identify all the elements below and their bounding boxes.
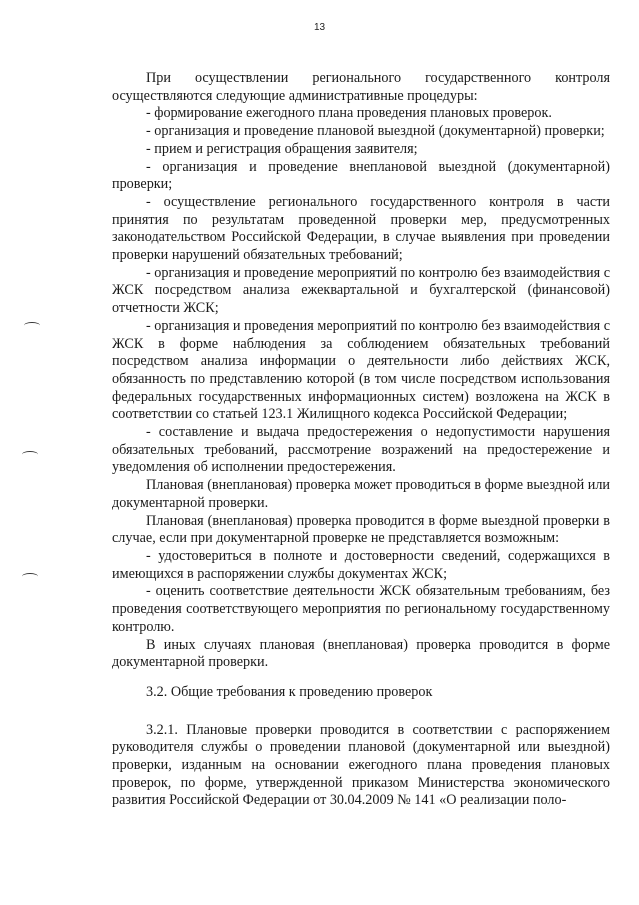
list-item-measures: - осуществление регионального государственного контроля в части принятия по результатам проведенной проверки мер, предусмотренных законодательством Российской Федерации, в случае выявления при проведении проверки нарушений обязательных требований; xyxy=(112,193,610,264)
paragraph-3-2-1: 3.2.1. Плановые проверки проводится в соответствии с распоряжением руководителя службы о проведении плановой (документарной или выездной) проверки, изданным на основании ежегодного плана проведения плановых проверок, по форме, утвержденной приказом Министерства экономического развития Российской Федерации от 30.04.2009 № 141 «О реализации поло- xyxy=(112,721,610,809)
list-item-observation: - организация и проведения мероприятий по контролю без взаимодействия с ЖСК в форме наблюдения за соблюдением обязательных требований посредством анализа информации о деятельности либо действиях ЖСК, обязанность по представлению которой (в том числе посредством использования федеральных государственных информационных систем) возложена на ЖСК в соответствии со статьей 123.1 Жилищного кодекса Российской Федерации; xyxy=(112,317,611,423)
list-item-reporting-analysis: - организация и проведение мероприятий по контролю без взаимодействия с ЖСК посредством анализа ежеквартальной и бухгалтерской (финансовой) отчетности ЖСК; xyxy=(112,264,610,317)
list-item-warning: - составление и выдача предостережения о недопустимости нарушения обязательных требований, рассмотрение возражений на предостережение и уведомления об исполнении предостережения. xyxy=(112,424,610,476)
list-item-applications: - прием и регистрация обращения заявителя; xyxy=(146,140,418,157)
list-item-assess-compliance: - оценить соответствие деятельности ЖСК обязательным требованиям, без проведения соответствующего мероприятия по региональному государственному контролю. xyxy=(112,583,610,635)
scan-mark-2 xyxy=(22,451,38,458)
list-item-plan: - формирование ежегодного плана проведения плановых проверок. xyxy=(146,105,552,122)
paragraph-inspection-forms: Плановая (внеплановая) проверка может проводиться в форме выездной или документарной проверки. xyxy=(112,477,610,511)
paragraph-intro: При осуществлении регионального государственного контроля осуществляются следующие административные процедуры: xyxy=(112,70,610,104)
scan-mark-3 xyxy=(22,573,38,580)
list-item-planned-inspection: - организация и проведение плановой выездной (документарной) проверки; xyxy=(146,123,605,140)
paragraph-other-cases: В иных случаях плановая (внеплановая) проверка проводится в форме документарной проверки. xyxy=(112,636,610,671)
section-title: 3.2. Общие требования к проведению проверок xyxy=(146,683,433,700)
scan-mark-1 xyxy=(24,322,40,329)
document-body xyxy=(112,70,610,810)
page-number: 13 xyxy=(313,22,326,33)
paragraph-onsite-conditions: Плановая (внеплановая) проверка проводится в форме выездной проверки в случае, если при документарной проверке не представляется возможным: xyxy=(112,512,610,547)
list-item-unplanned-inspection: - организация и проведение внеплановой выездной (документарной) проверки; xyxy=(112,158,610,193)
list-item-verify-data: - удостовериться в полноте и достоверности сведений, содержащихся в имеющихся в распоряжении службы документах ЖСК; xyxy=(112,547,610,582)
